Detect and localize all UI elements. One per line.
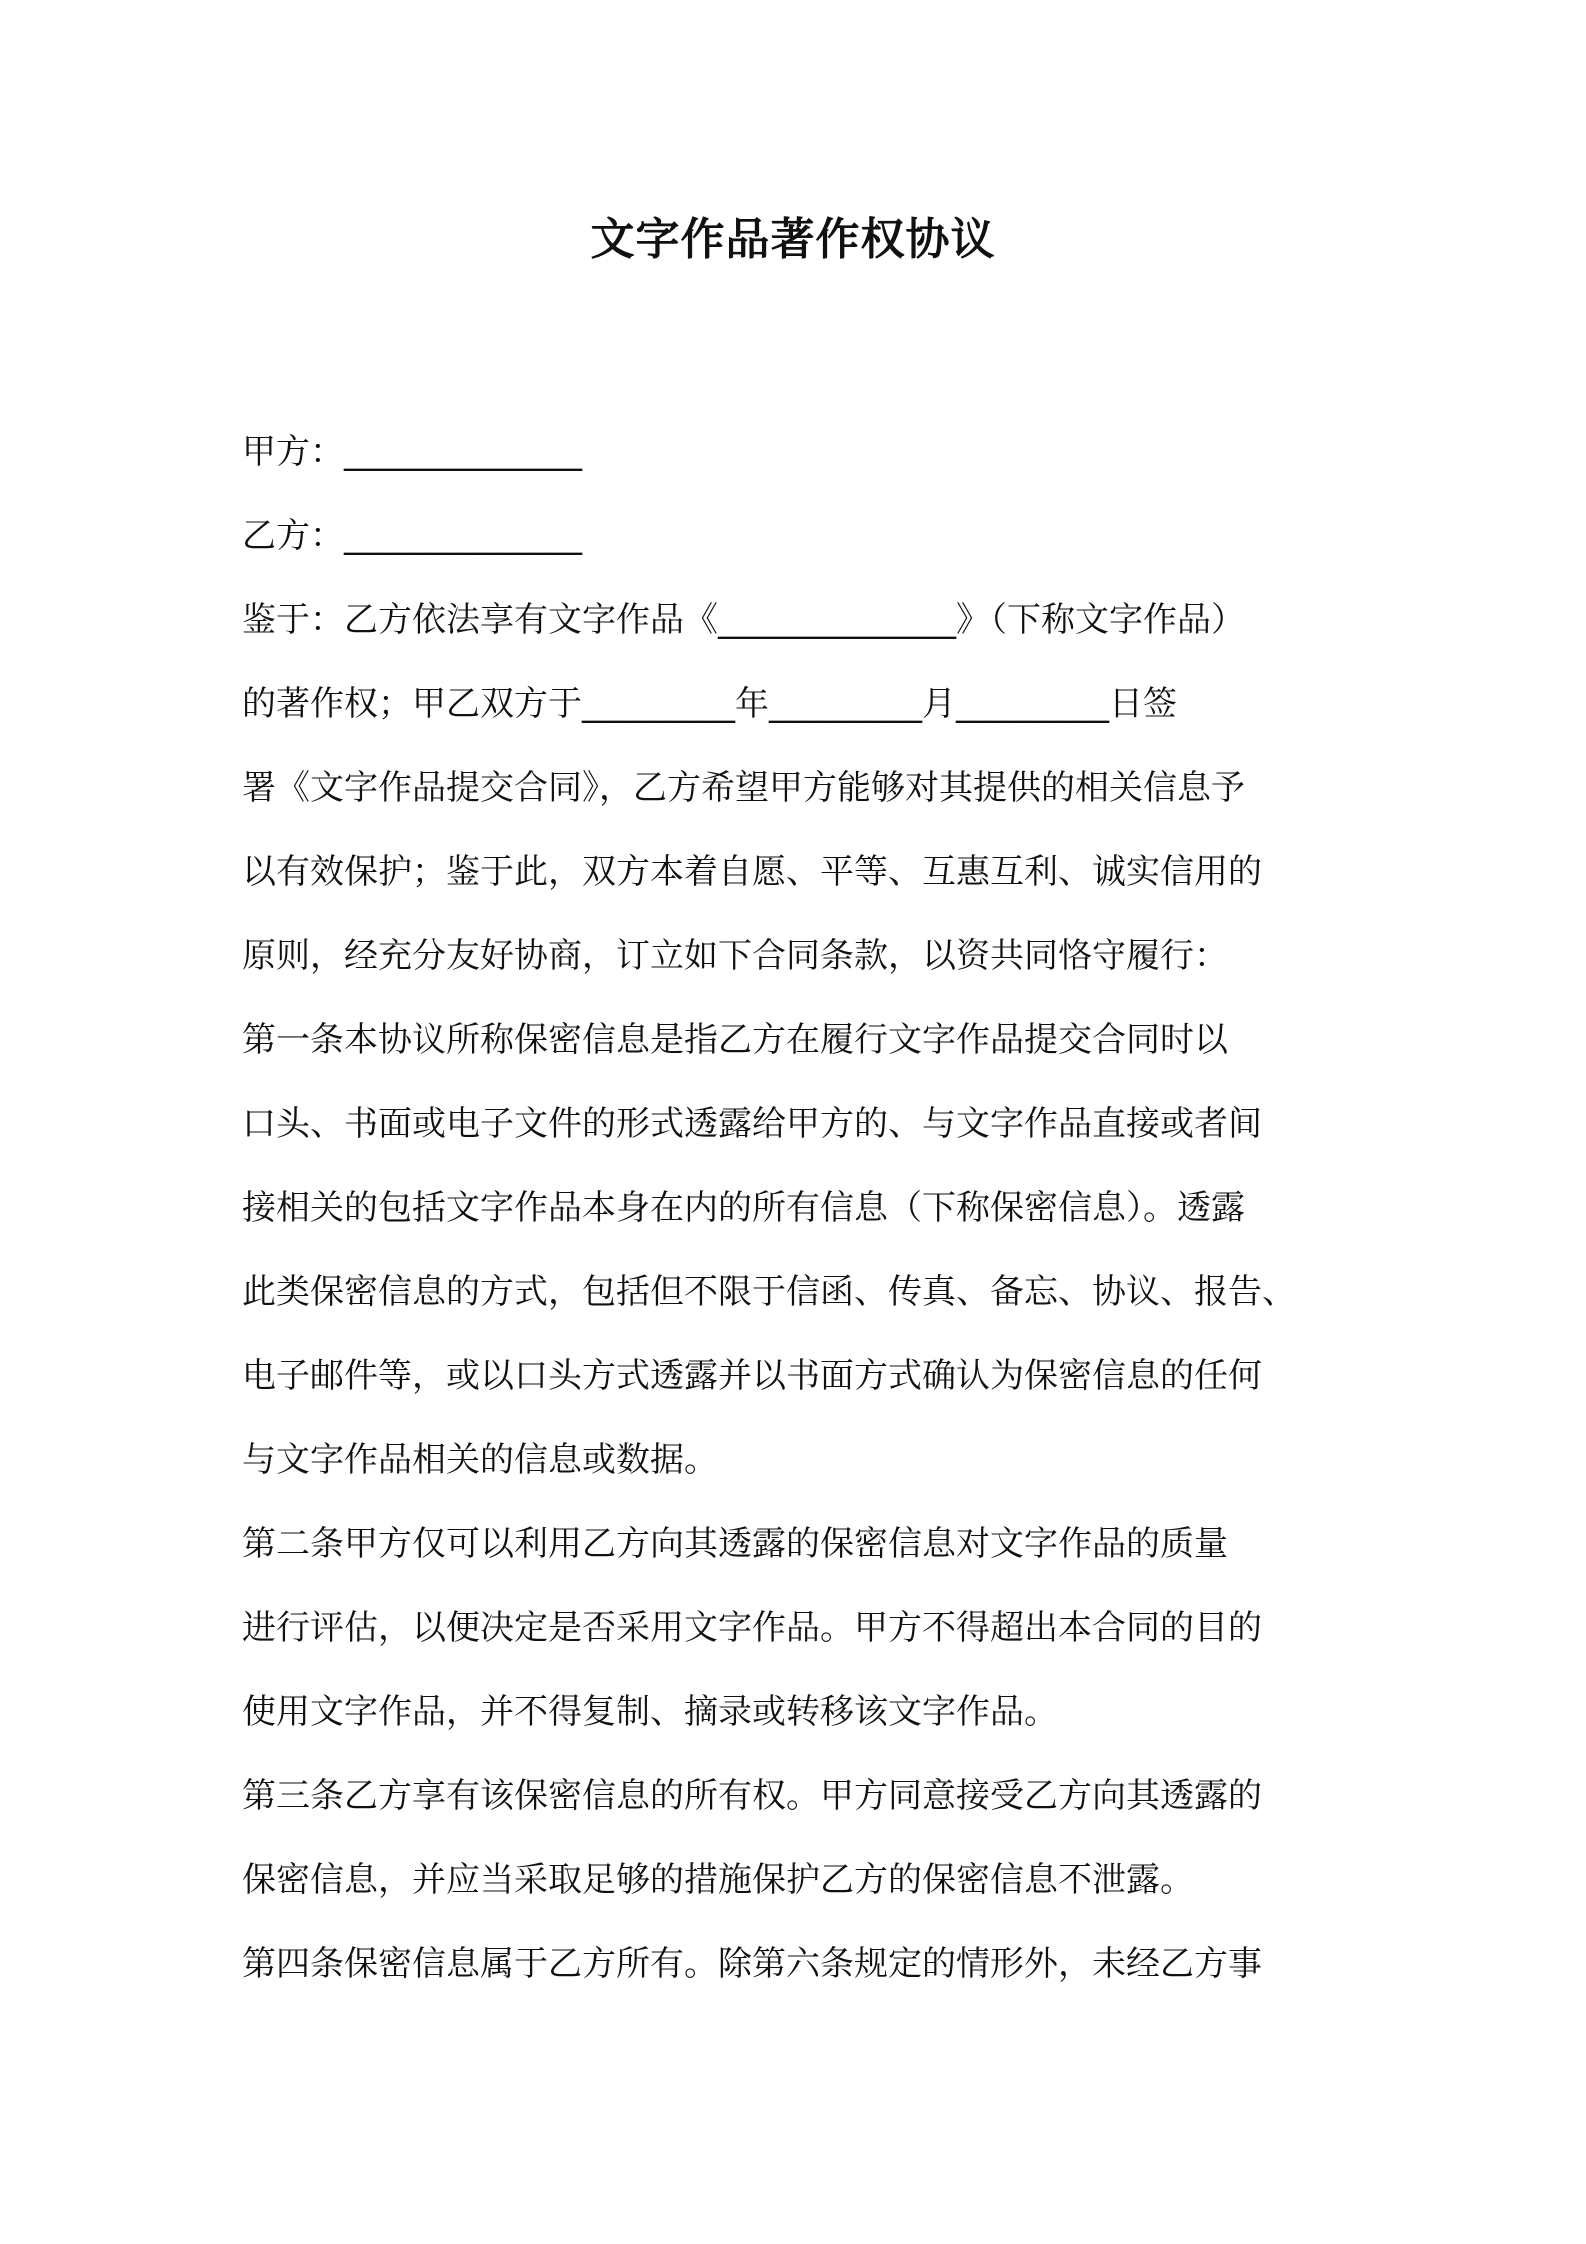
article-1-line: 口头、书面或电子文件的形式透露给甲方的、与文字作品直接或者间	[242, 1104, 1262, 1144]
article-4-line: 第四条保密信息属于乙方所有。除第六条规定的情形外，未经乙方事	[242, 1944, 1262, 1984]
article-3-line: 保密信息，并应当采取足够的措施保护乙方的保密信息不泄露。	[242, 1860, 1194, 1900]
article-2-line: 使用文字作品，并不得复制、摘录或转移该文字作品。	[242, 1692, 1058, 1732]
article-1-line: 此类保密信息的方式，包括但不限于信函、传真、备忘、协议、报告、	[242, 1272, 1296, 1312]
article-2-line: 进行评估，以便决定是否采用文字作品。甲方不得超出本合同的目的	[242, 1608, 1262, 1648]
preamble-line: 以有效保护；鉴于此，双方本着自愿、平等、互惠互利、诚实信用的	[242, 852, 1262, 892]
preamble-line: 的著作权；甲乙双方于_________年_________月_________日签	[242, 684, 1177, 724]
preamble-line: 原则，经充分友好协商，订立如下合同条款，以资共同恪守履行：	[242, 936, 1228, 976]
article-1-line: 第一条本协议所称保密信息是指乙方在履行文字作品提交合同时以	[242, 1020, 1228, 1060]
preamble-line: 鉴于：乙方依法享有文字作品《______________》（下称文字作品）	[242, 600, 1245, 640]
article-1-line: 接相关的包括文字作品本身在内的所有信息（下称保密信息）。透露	[242, 1188, 1245, 1228]
article-1-line: 电子邮件等，或以口头方式透露并以书面方式确认为保密信息的任何	[242, 1356, 1262, 1396]
party-b-line: 乙方：______________	[242, 516, 582, 556]
article-3-line: 第三条乙方享有该保密信息的所有权。甲方同意接受乙方向其透露的	[242, 1776, 1262, 1816]
document-body	[242, 410, 1352, 2006]
article-1-line: 与文字作品相关的信息或数据。	[242, 1440, 718, 1480]
party-a-line: 甲方：______________	[242, 432, 582, 472]
preamble-line: 署《文字作品提交合同》，乙方希望甲方能够对其提供的相关信息予	[242, 768, 1245, 808]
document-title: 文字作品著作权协议	[590, 214, 996, 265]
article-2-line: 第二条甲方仅可以利用乙方向其透露的保密信息对文字作品的质量	[242, 1524, 1228, 1564]
